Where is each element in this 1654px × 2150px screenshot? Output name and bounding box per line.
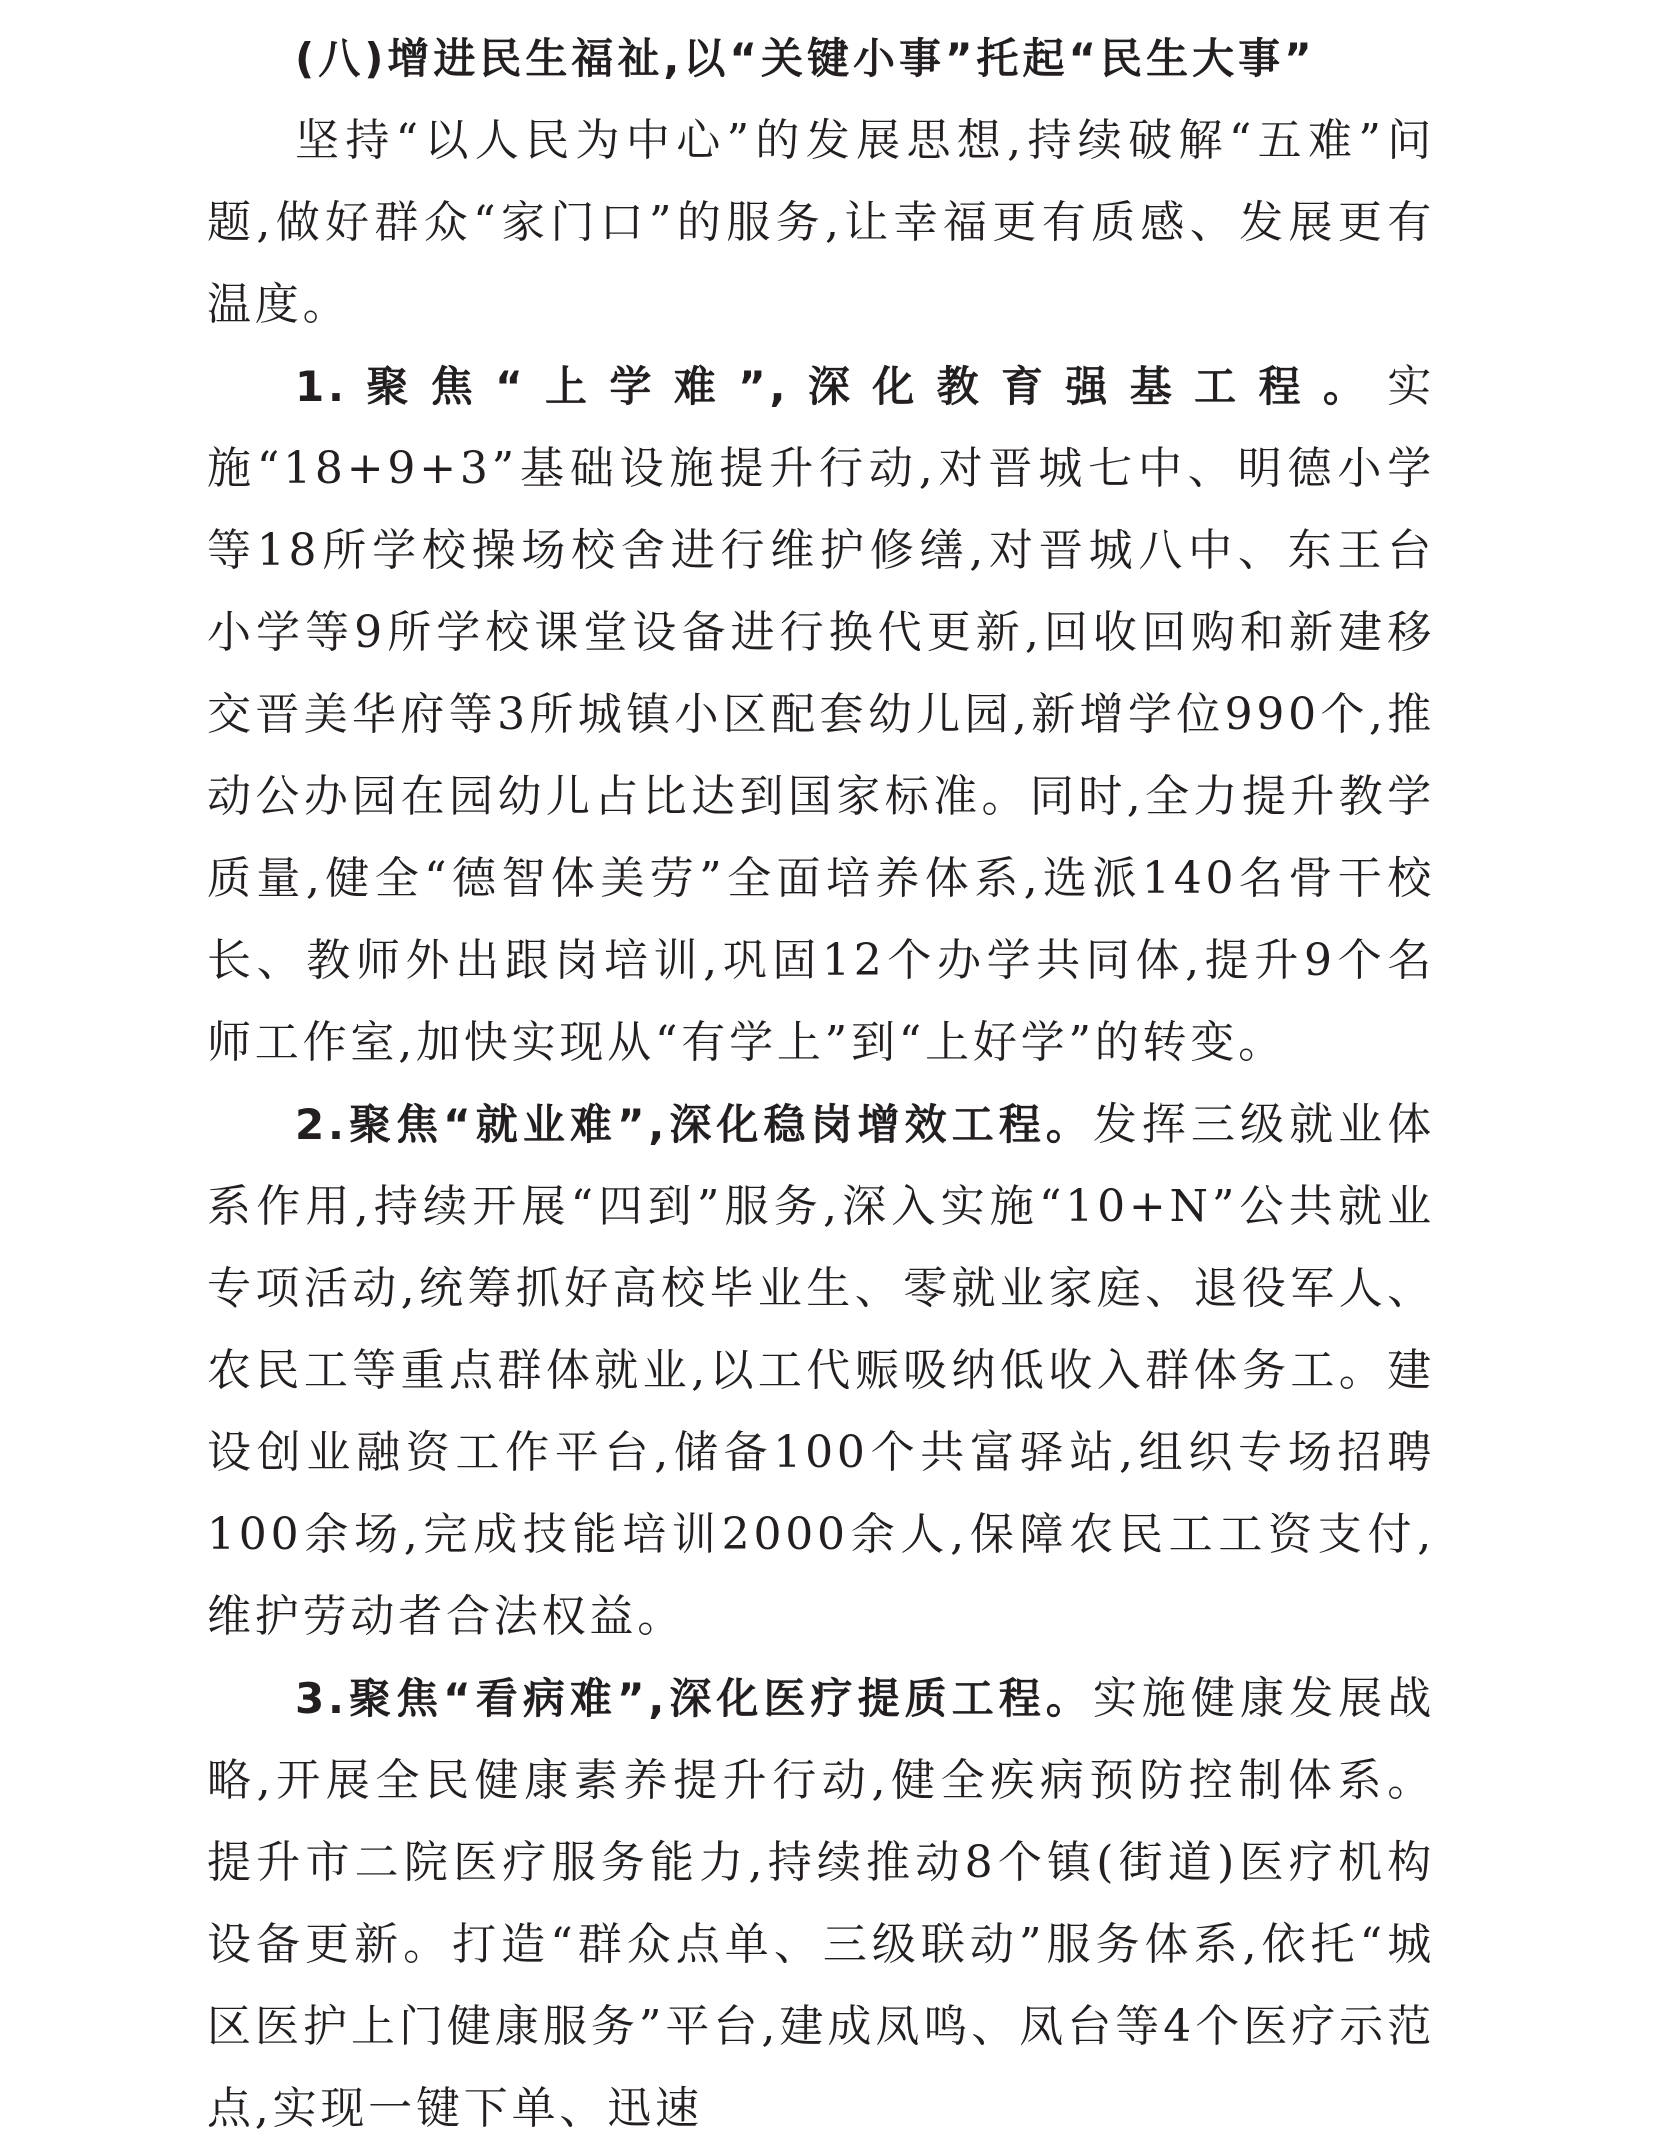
item-paragraph-education	[207, 346, 1435, 1084]
item-paragraph-healthcare	[207, 1658, 1435, 2150]
item-lead-education: 1.聚焦“上学难”,深化教育强基工程。	[295, 362, 1388, 411]
item-body-education: 实施“18+9+3”基础设施提升行动,对晋城七中、明德小学等18所学校操场校舍进行维护修缮,对晋城八中、东王台小学等9所学校课堂设备进行换代更新,回收回购和新建移交晋美华府等3所城镇小区配套幼儿园,新增学位990个,推动公办园在园幼儿占比达到国家标准。同时,全力提升教学质量,健全“德智体美劳”全面培养体系,选派140名骨干校长、教师外出跟岗培训,巩固12个办学共同体,提升9个名师工作室,加快实现从“有学上”到“上好学”的转变。	[207, 361, 1435, 1068]
section-heading: (八)增进民生福祉,以“关键小事”托起“民生大事”	[295, 34, 1316, 83]
intro-paragraph: 坚持“以人民为中心”的发展思想,持续破解“五难”问题,做好群众“家门口”的服务,让幸福更有质感、发展更有温度。	[207, 115, 1435, 330]
item-lead-healthcare: 3.聚焦“看病难”,深化医疗提质工程。	[295, 1674, 1093, 1723]
item-paragraph-employment	[207, 1084, 1435, 1658]
item-body-healthcare: 实施健康发展战略,开展全民健康素养提升行动,健全疾病预防控制体系。提升市二院医疗服务能力,持续推动8个镇(街道)医疗机构设备更新。打造“群众点单、三级联动”服务体系,依托“城区医护上门健康服务”平台,建成凤鸣、凤台等4个医疗示范点,实现一键下单、迅速	[207, 1673, 1435, 2134]
document-page	[207, 18, 1435, 2150]
item-body-employment: 发挥三级就业体系作用,持续开展“四到”服务,深入实施“10+N”公共就业专项活动,统筹抓好高校毕业生、零就业家庭、退役军人、农民工等重点群体就业,以工代赈吸纳低收入群体务工。建设创业融资工作平台,储备100个共富驿站,组织专场招聘100余场,完成技能培训2000余人,保障农民工工资支付,维护劳动者合法权益。	[207, 1099, 1435, 1642]
item-lead-employment: 2.聚焦“就业难”,深化稳岗增效工程。	[295, 1100, 1093, 1149]
